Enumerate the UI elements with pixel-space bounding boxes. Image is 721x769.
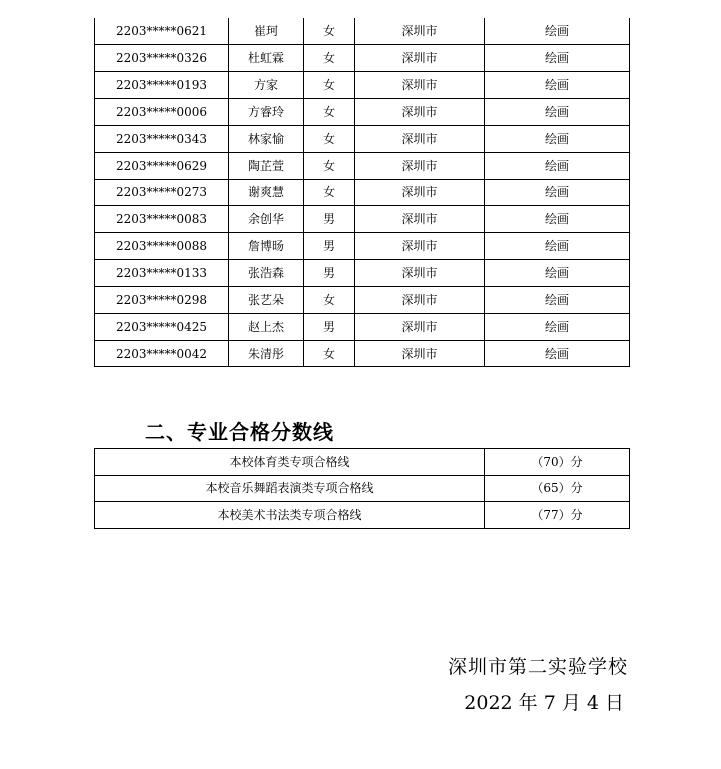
student-city: 深圳市 [355, 286, 485, 313]
student-name: 谢爽慧 [229, 179, 304, 206]
score-value: （70）分 [485, 449, 630, 476]
score-category: 本校音乐舞蹈表演类专项合格线 [95, 475, 485, 502]
student-major: 绘画 [485, 340, 630, 367]
student-city: 深圳市 [355, 72, 485, 99]
student-city: 深圳市 [355, 233, 485, 260]
table-row [95, 72, 630, 99]
student-name: 詹博旸 [229, 233, 304, 260]
student-list-table [94, 18, 630, 367]
student-city: 深圳市 [355, 179, 485, 206]
score-value: （65）分 [485, 475, 630, 502]
student-gender: 女 [304, 72, 355, 99]
table-row [95, 125, 630, 152]
student-name: 崔珂 [229, 18, 304, 45]
school-signature: 深圳市第二实验学校 [447, 656, 628, 678]
student-gender: 男 [304, 233, 355, 260]
table-row [95, 45, 630, 72]
table-row [95, 260, 630, 287]
student-name: 方睿玲 [229, 99, 304, 126]
student-major: 绘画 [485, 286, 630, 313]
student-city: 深圳市 [355, 45, 485, 72]
student-city: 深圳市 [355, 206, 485, 233]
student-id: 2203*****0133 [95, 260, 229, 287]
student-id: 2203*****0083 [95, 206, 229, 233]
student-name: 陶芷萱 [229, 152, 304, 179]
student-gender: 女 [304, 45, 355, 72]
score-row [95, 475, 630, 502]
student-id: 2203*****0193 [95, 72, 229, 99]
table-row [95, 233, 630, 260]
section-heading: 二、专业合格分数线 [145, 420, 334, 444]
student-major: 绘画 [485, 260, 630, 287]
student-id: 2203*****0343 [95, 125, 229, 152]
score-value: （77）分 [485, 502, 630, 529]
student-city: 深圳市 [355, 260, 485, 287]
student-gender: 男 [304, 260, 355, 287]
student-id: 2203*****0326 [95, 45, 229, 72]
student-gender: 女 [304, 99, 355, 126]
student-name: 朱清彤 [229, 340, 304, 367]
student-major: 绘画 [485, 206, 630, 233]
student-name: 张艺朵 [229, 286, 304, 313]
student-name: 杜虹霖 [229, 45, 304, 72]
student-gender: 女 [304, 286, 355, 313]
passing-score-table [94, 448, 630, 529]
student-major: 绘画 [485, 313, 630, 340]
student-name: 赵上杰 [229, 313, 304, 340]
student-major: 绘画 [485, 45, 630, 72]
table-row [95, 286, 630, 313]
student-id: 2203*****0006 [95, 99, 229, 126]
table-row [95, 152, 630, 179]
table-row [95, 179, 630, 206]
student-id: 2203*****0425 [95, 313, 229, 340]
student-city: 深圳市 [355, 125, 485, 152]
score-category: 本校美术书法类专项合格线 [95, 502, 485, 529]
student-gender: 男 [304, 206, 355, 233]
student-city: 深圳市 [355, 340, 485, 367]
score-category: 本校体育类专项合格线 [95, 449, 485, 476]
student-city: 深圳市 [355, 99, 485, 126]
student-id: 2203*****0273 [95, 179, 229, 206]
student-gender: 男 [304, 313, 355, 340]
student-major: 绘画 [485, 18, 630, 45]
student-city: 深圳市 [355, 152, 485, 179]
student-name: 余创华 [229, 206, 304, 233]
student-name: 林家愉 [229, 125, 304, 152]
student-major: 绘画 [485, 152, 630, 179]
student-id: 2203*****0629 [95, 152, 229, 179]
student-city: 深圳市 [355, 313, 485, 340]
student-gender: 女 [304, 340, 355, 367]
table-row [95, 313, 630, 340]
score-row [95, 502, 630, 529]
student-major: 绘画 [485, 99, 630, 126]
student-id: 2203*****0621 [95, 18, 229, 45]
student-major: 绘画 [485, 125, 630, 152]
student-name: 方家 [229, 72, 304, 99]
student-gender: 女 [304, 152, 355, 179]
table-row [95, 340, 630, 367]
student-id: 2203*****0088 [95, 233, 229, 260]
table-row [95, 18, 630, 45]
student-gender: 女 [304, 125, 355, 152]
student-gender: 女 [304, 179, 355, 206]
student-id: 2203*****0298 [95, 286, 229, 313]
student-major: 绘画 [485, 233, 630, 260]
table-row [95, 206, 630, 233]
table-row [95, 99, 630, 126]
student-major: 绘画 [485, 179, 630, 206]
score-row [95, 449, 630, 476]
signature-date: 2022 年 7 月 4 日 [464, 692, 624, 714]
student-city: 深圳市 [355, 18, 485, 45]
student-gender: 女 [304, 18, 355, 45]
student-name: 张浩森 [229, 260, 304, 287]
student-id: 2203*****0042 [95, 340, 229, 367]
student-major: 绘画 [485, 72, 630, 99]
